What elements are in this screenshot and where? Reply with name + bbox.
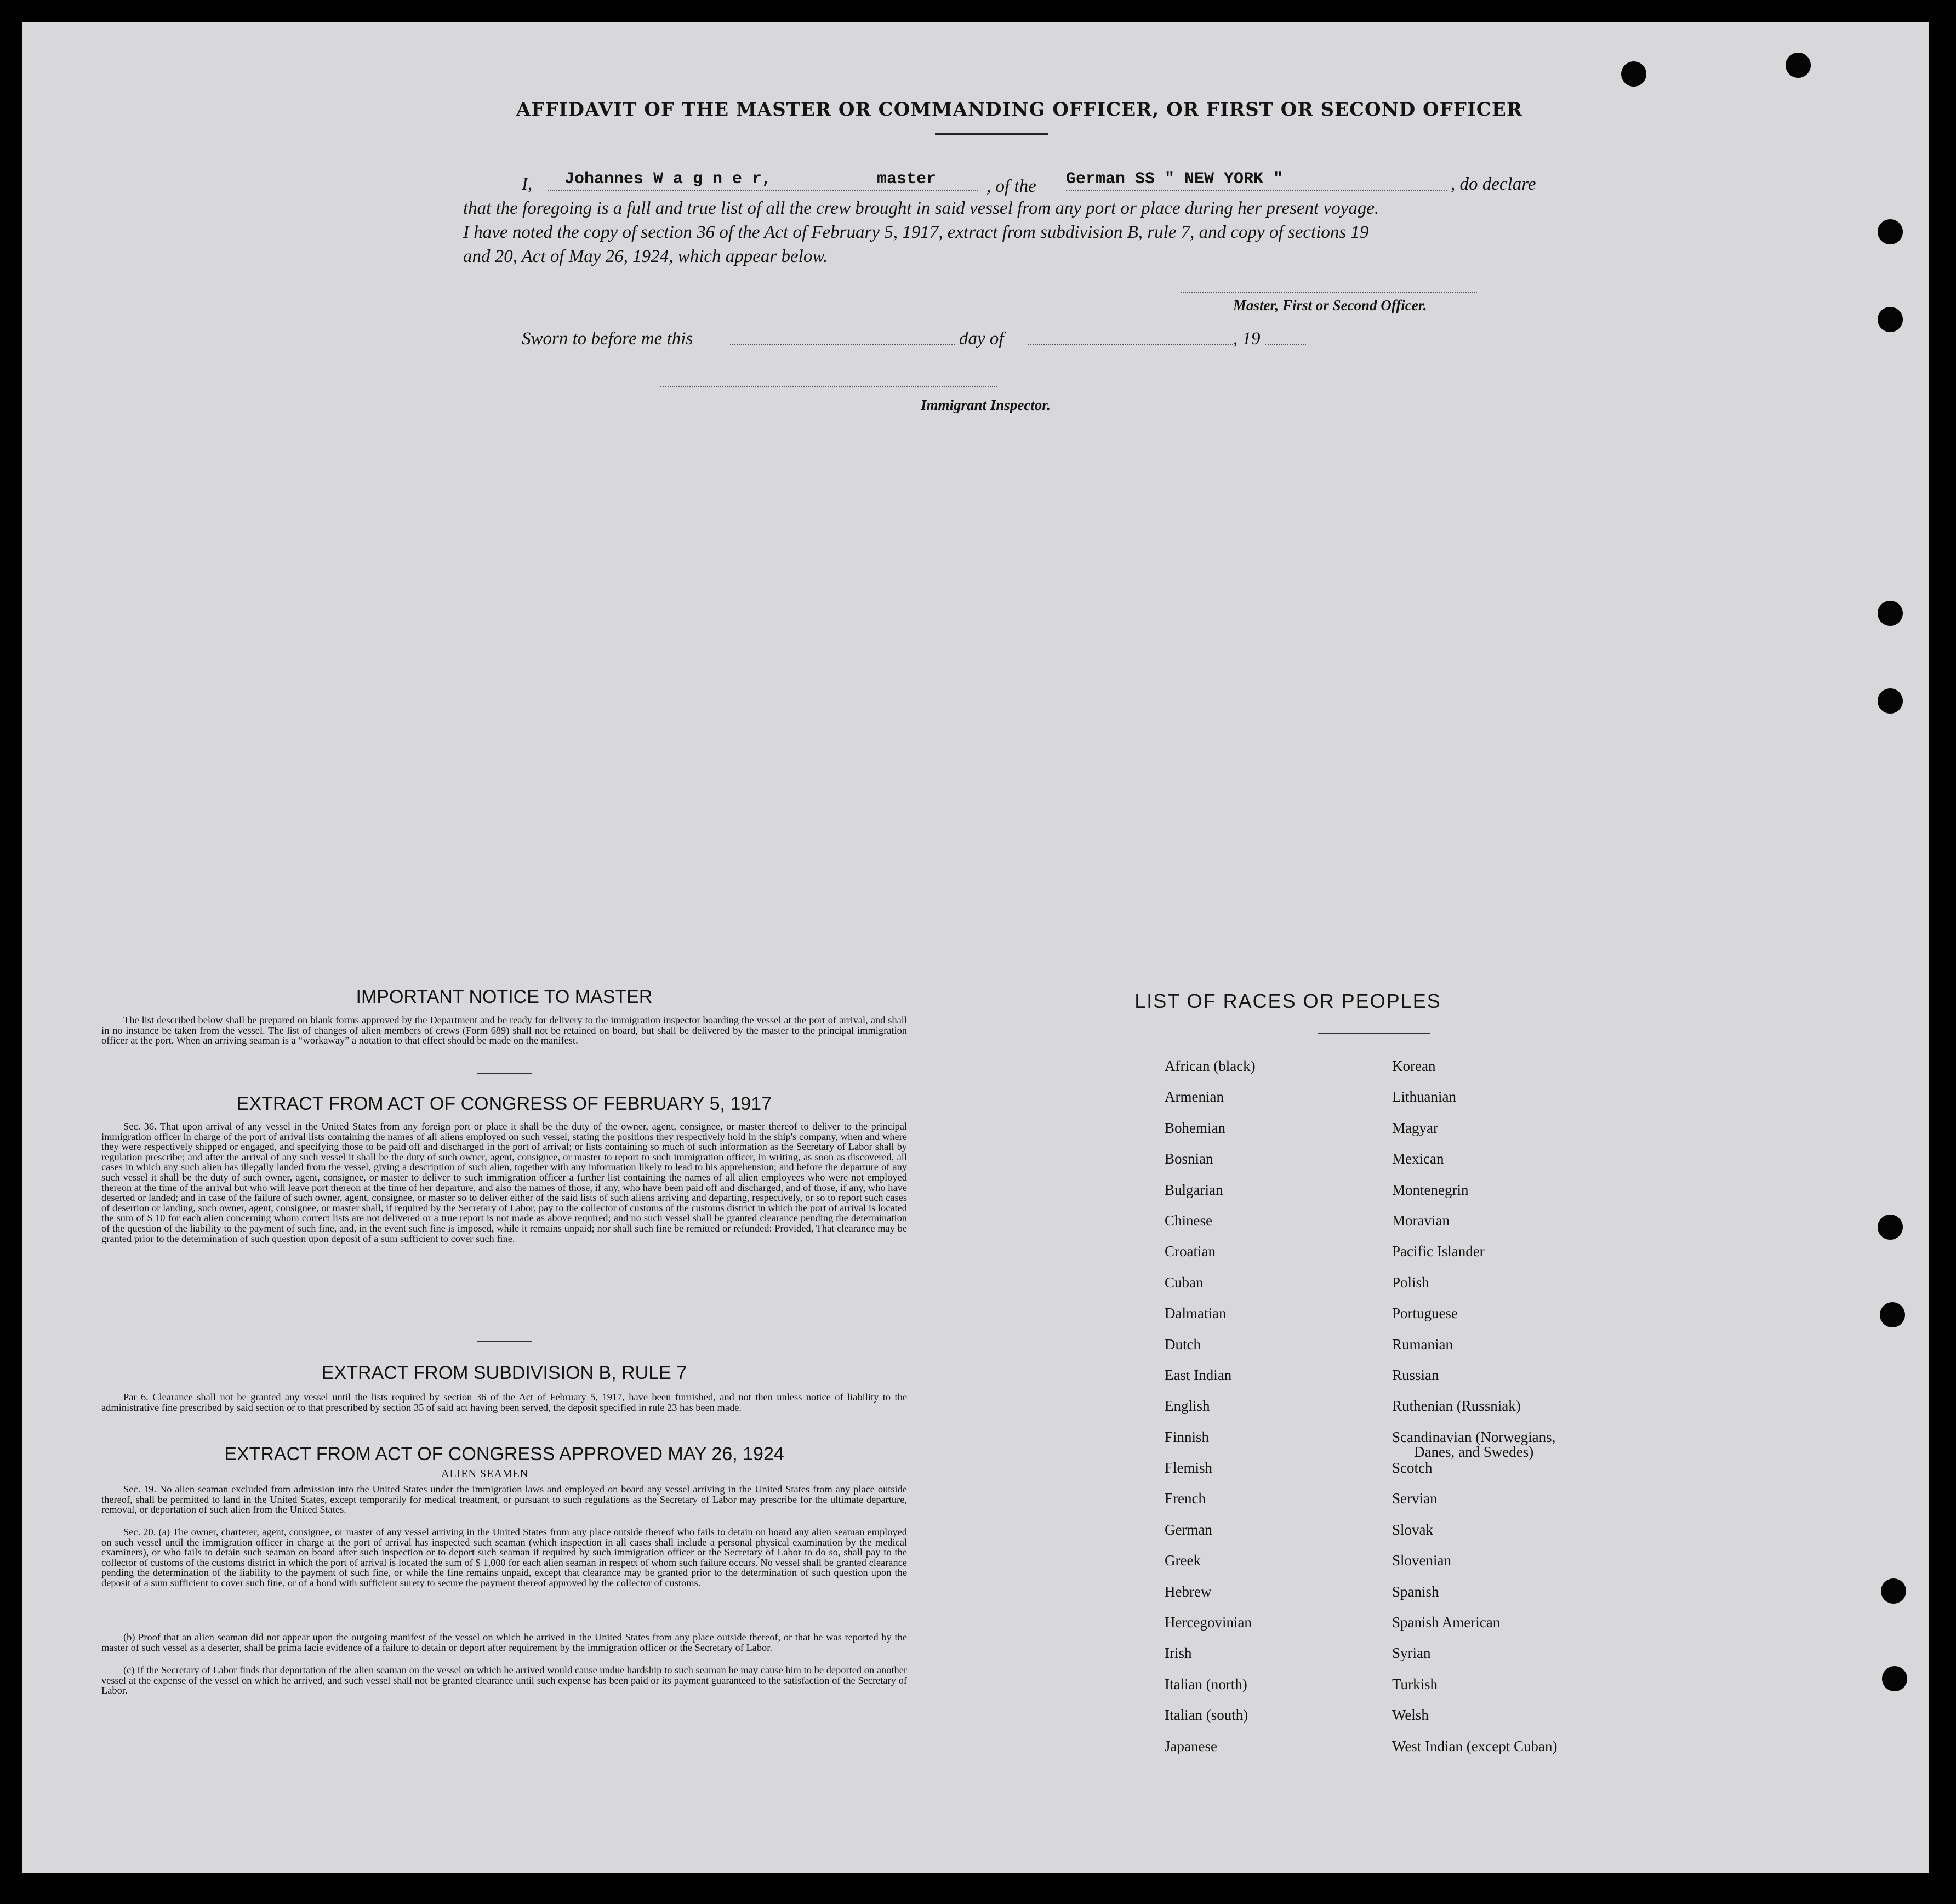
sworn-month-field[interactable] [1028,344,1233,345]
race-item: Moravian [1392,1212,1450,1229]
race-item: Dalmatian [1165,1305,1227,1322]
race-item: Irish [1165,1645,1192,1662]
race-item: French [1165,1490,1206,1507]
sworn-day-field[interactable] [730,344,955,345]
race-item: Scotch [1392,1460,1433,1477]
master-name-field[interactable]: Johannes W a g n e r, [564,170,772,189]
race-item: Italian (south) [1165,1707,1248,1724]
race-item: Bohemian [1165,1119,1225,1136]
race-item: Bulgarian [1165,1181,1223,1198]
race-item: Welsh [1392,1707,1429,1724]
sworn-year-field[interactable] [1265,344,1306,345]
race-item: Spanish [1392,1583,1439,1600]
rank-field[interactable]: master [877,170,937,189]
race-item: Rumanian [1392,1336,1453,1353]
punch-hole [1786,53,1811,78]
race-item: Mexican [1392,1150,1444,1167]
rule-7-title: EXTRACT FROM SUBDIVISION B, RULE 7 [321,1363,687,1383]
race-item: German [1165,1521,1212,1538]
race-item: Hercegovinian [1165,1614,1252,1631]
of-the-label: , of the [986,176,1036,196]
race-item: Korean [1392,1058,1436,1074]
punch-hole [1878,219,1903,244]
race-item: Servian [1392,1490,1438,1507]
section-divider [477,1341,532,1342]
race-item: Cuban [1165,1274,1204,1291]
race-item: Turkish [1392,1675,1438,1692]
punch-hole [1878,601,1903,626]
sec-20a-text: Sec. 20. (a) The owner, charterer, agent, consignee, or master of any vessel arriving in the United States from any place outside thereof who fails to detain on board any alien seaman employed on such vessel until the immigration officer in charge at the port of arrival has inspected such seaman (which inspection in all cases shall include a personal physical examination by the medical examiners), or who fails to detain such seaman on board after such inspection or to deport such seaman if required by such immigration officer or the Secretary of Labor to do so, shall pay to the collector of customs of the customs district in which the port of arrival is located the sum of $ 1,000 for each alien seaman in respect of whom such failure occurs. No vessel shall be granted clearance pending the determination of the liability to the payment of such fine, or while the fine remains unpaid, except that clearance may be granted prior to the determination of such question upon the deposit of a sum sufficient to cover such fine, or of a bond with sufficient surety to secure the payment thereof approved by the collector of customs. [101,1526,907,1588]
race-item: Spanish American [1392,1614,1501,1631]
race-item: Slovenian [1392,1552,1451,1569]
race-item: English [1165,1398,1210,1415]
races-column-2 [1392,1058,1557,1769]
races-title: LIST OF RACES OR PEOPLES [1134,990,1441,1012]
signature-line[interactable] [1181,292,1477,293]
notice-title: IMPORTANT NOTICE TO MASTER [356,987,653,1007]
race-item: Armenian [1165,1088,1224,1105]
day-of-label: day of [959,329,1004,349]
punch-hole [1878,1215,1903,1240]
affidavit-line-3: I have noted the copy of section 36 of the Act of February 5, 1917, extract from subdivision B, rule 7, and copy of sections 19 [463,223,1369,242]
race-item-label: Scandinavian (Norwegians, [1392,1428,1556,1445]
form-page [22,22,1929,1873]
declare-label: , do declare [1451,174,1536,194]
title-underline [935,133,1048,135]
punch-hole [1882,1666,1907,1691]
race-item: Flemish [1165,1460,1213,1477]
extract-1924-title: EXTRACT FROM ACT OF CONGRESS APPROVED MAY 26, 1924 [224,1444,784,1464]
alien-seamen-subtitle: ALIEN SEAMEN [441,1468,529,1480]
extract-1917-text: Sec. 36. That upon arrival of any vessel in the United States from any foreign port or place it shall be the duty of the owner, agent, consignee, or master thereof to deliver to the principal immigration officer in charge of the port of arrival lists containing the names of all aliens employed on such vessel, stating the positions they respectively hold in the ship's company, when and where they were respectively shipped or engaged, and specifying those to be paid off and discharged in the port of arrival; or lists containing so much of such information as the Secretary of Labor shall by regulation prescribe; and after the arrival of any such vessel it shall be the duty of such owner, agent, consignee, or master to report to such immigration officer, in writing, as soon as discovered, all cases in which any such alien has illegally landed from the vessel, giving a description of such alien, together with any information likely to lead to his apprehension; and before the departure of any such vessel it shall be the duty of such owner, agent, consignee, or master to deliver to such immigration officer a further list containing the names of all alien employees who were not employed thereon at the time of the arrival but who will leave port thereon at the time of her departure, and also the names of those, if any, who have been paid off and discharged, and of those, if any, who have deserted or landed; and in case of the failure of such owner, agent, consignee, or master so to deliver either of the said lists of such aliens arriving and departing, respectively, or so to report such cases of desertion or landing, such owner, agent, consignee, or master shall, if required by the Secretary of Labor, pay to the collector of customs of the customs district in which the port of arrival is located the sum of $ 10 for each alien concerning whom correct lists are not delivered or a true report is not made as above required; and no such vessel shall be granted clearance pending the determination of the question of the liability to the payment of such fine, and, in the event such fine is imposed, while it remains unpaid; nor shall such fine be remitted or refunded: Provided, That clearance may be granted prior to the determination of such question upon deposit of a sum sufficient to cover such fine. [101,1121,907,1244]
sec-20c-text: (c) If the Secretary of Labor finds that deportation of the alien seaman on the vessel on which he arrived would cause undue hardship to such seaman he may cause him to be deported on another vessel at the expense of the vessel on which he arrived, and such vessel shall not be granted clearance until such expense has been paid or its payment guaranteed to the satisfaction of the Secretary of Labor. [101,1664,907,1696]
sec-19-text: Sec. 19. No alien seaman excluded from admission into the United States under the immigration laws and employed on board any vessel arriving in the United States from any place outside thereof, shall be permitted to land in the United States, except temporarily for medical treatment, or pursuant to such regulations as the Secretary of Labor may prescribe for the ultimate departure, removal, or deportation of such alien from the United States. [101,1484,907,1515]
punch-hole [1880,1302,1905,1327]
race-item: Pacific Islander [1392,1243,1485,1260]
rule-7-text: Par 6. Clearance shall not be granted any vessel until the lists required by section 36 of the Act of February 5, 1917, have been furnished, and not then unless notice of liability to the administrative fine prescribed by said section or to that prescribed by section 35 of said act having been served, the deposit specified in rule 23 has been made. [101,1392,907,1413]
affidavit-line-4: and 20, Act of May 26, 1924, which appear below. [463,247,828,266]
signature-caption: Master, First or Second Officer. [1233,297,1427,313]
sec-20b-text: (b) Proof that an alien seaman did not appear upon the outgoing manifest of the vessel on which he arrived in the United States from any place outside thereof, or that he was reported by the master of such vessel as a deserter, shall be prima facie evidence of a failure to detain or deport after requirement by the immigration officer or the Secretary of Labor. [101,1632,907,1653]
race-item: Croatian [1165,1243,1216,1260]
vessel-field-line [1066,190,1447,191]
race-item: Magyar [1392,1119,1438,1136]
punch-hole [1881,1578,1906,1604]
races-title-underline [1318,1033,1430,1034]
race-item: Russian [1392,1366,1439,1383]
inspector-caption: Immigrant Inspector. [921,397,1051,413]
race-item: Bosnian [1165,1150,1213,1167]
extract-1917-title: EXTRACT FROM ACT OF CONGRESS OF FEBRUARY 5, 1917 [236,1093,772,1114]
race-item: Slovak [1392,1521,1434,1538]
section-divider [477,1073,532,1074]
race-item: Finnish [1165,1428,1210,1445]
notice-text: The list described below shall be prepared on blank forms approved by the Department and be ready for delivery to the immigration inspector boarding the vessel at the port of arrival, and shall in no instance be taken from the vessel. The list of changes of alien members of crews (Form 689) shall not be retained on board, but shall be delivered by the master to the principal immigration officer at the port. When an arriving seaman is a “workaway” a notation to that effect should be made on the manifest. [101,1014,907,1046]
race-item: African (black) [1165,1058,1256,1074]
race-item: Italian (north) [1165,1675,1247,1692]
race-item: Montenegrin [1392,1181,1469,1198]
race-item: Greek [1165,1552,1201,1569]
race-item-continuation: Danes, and Swedes) [1414,1443,1534,1460]
year-label: , 19 [1233,329,1261,349]
punch-hole [1878,307,1903,332]
races-column-1 [1165,1058,1256,1769]
vessel-field[interactable]: German SS " NEW YORK " [1066,170,1284,189]
race-item: Chinese [1165,1212,1212,1229]
race-item: Lithuanian [1392,1088,1456,1105]
affidavit-prefix: I, [522,174,533,194]
punch-hole [1878,688,1903,714]
name-field-line [548,190,978,191]
affidavit-line-2: that the foregoing is a full and true list of all the crew brought in said vessel from any port or place during her present voyage. [463,198,1379,218]
affidavit-title: AFFIDAVIT OF THE MASTER OR COMMANDING OFFICER, OR FIRST OR SECOND OFFICER [516,99,1523,121]
race-item: West Indian (except Cuban) [1392,1737,1558,1754]
race-item: Syrian [1392,1645,1431,1662]
sworn-label: Sworn to before me this [522,329,693,349]
punch-hole [1621,61,1646,87]
race-item: Ruthenian (Russniak) [1392,1398,1521,1415]
race-item [1392,1429,1557,1460]
race-item: Hebrew [1165,1583,1212,1600]
race-item: East Indian [1165,1366,1232,1383]
race-item: Dutch [1165,1336,1201,1353]
race-item: Portuguese [1392,1305,1458,1322]
race-item: Japanese [1165,1737,1217,1754]
race-item: Polish [1392,1274,1429,1291]
inspector-signature-line[interactable] [660,386,997,387]
